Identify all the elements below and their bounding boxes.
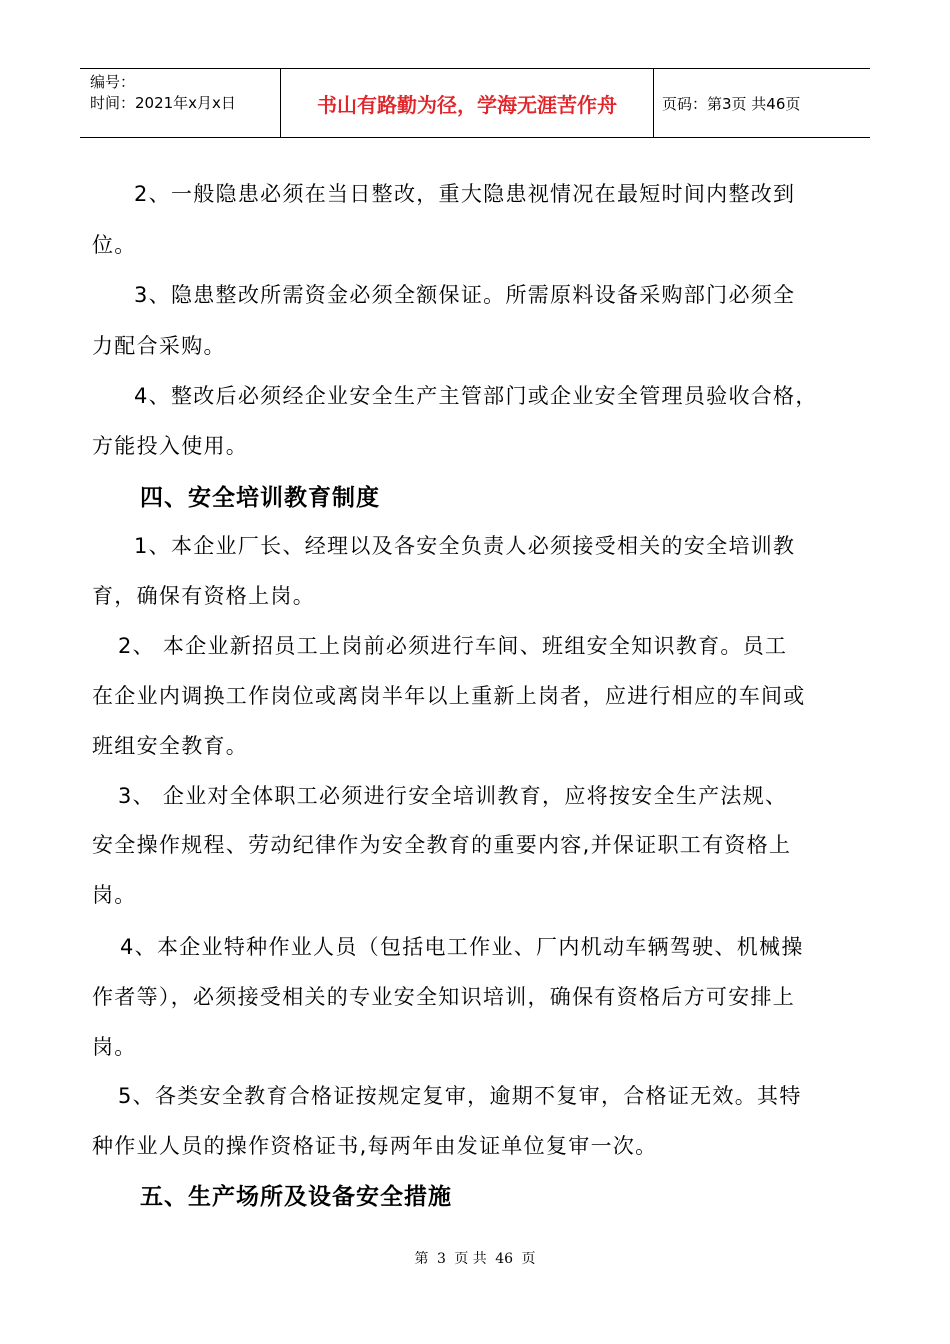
page-footer [0,1248,950,1268]
body-line: 方能投入使用。 [92,434,249,458]
footer-page-prefix: 第 [414,1251,429,1267]
body-line: 1、本企业厂长、经理以及各安全负责人必须接受相关的安全培训教 [134,534,796,558]
body-line: 岗。 [92,883,137,907]
header-date: 时间：2021年x月x日 [90,94,236,112]
body-line: 2、一般隐患必须在当日整改，重大隐患视情况在最短时间内整改到 [134,182,796,206]
section-heading-safety-measures: 五、生产场所及设备安全措施 [140,1184,452,1210]
body-line: 种作业人员的操作资格证书,每两年由发证单位复审一次。 [92,1134,658,1158]
body-line: 3、隐患整改所需资金必须全额保证。所需原料设备采购部门必须全 [134,283,796,307]
header-page-info: 页码：第3页 共46页 [662,94,801,113]
body-line: 4、本企业特种作业人员（包括电工作业、厂内机动车辆驾驶、机械操 [120,935,804,959]
section-heading-training: 四、安全培训教育制度 [140,485,380,511]
header-number-label: 编号： [90,73,136,91]
header-motto: 书山有路勤为径，学海无涯苦作舟 [281,69,654,137]
page-header [80,68,870,138]
header-meta [80,69,281,137]
body-line: 在企业内调换工作岗位或离岗半年以上重新上岗者，应进行相应的车间或 [92,684,806,708]
body-line: 育，确保有资格上岗。 [92,584,315,608]
body-line: 班组安全教育。 [92,734,249,758]
footer-total-pages: 46 [495,1251,514,1267]
body-line: 5、各类安全教育合格证按规定复审，逾期不复审，合格证无效。其特 [118,1084,802,1108]
body-line: 位。 [92,233,137,257]
body-line: 力配合采购。 [92,334,226,358]
body-line: 作者等），必须接受相关的专业安全知识培训，确保有资格后方可安排上 [92,985,796,1009]
body-line: 3、 企业对全体职工必须进行安全培训教育，应将按安全生产法规、 [118,784,788,808]
footer-page-mid: 页 共 [454,1251,487,1267]
body-line: 4、整改后必须经企业安全生产主管部门或企业安全管理员验收合格， [134,384,818,408]
body-line: 岗。 [92,1035,137,1059]
body-line: 安全操作规程、劳动纪律作为安全教育的重要内容,并保证职工有资格上 [92,833,792,857]
body-line: 2、 本企业新招员工上岗前必须进行车间、班组安全知识教育。员工 [118,634,788,658]
footer-page-number: 3 [436,1251,446,1267]
footer-page-suffix: 页 [521,1251,536,1267]
